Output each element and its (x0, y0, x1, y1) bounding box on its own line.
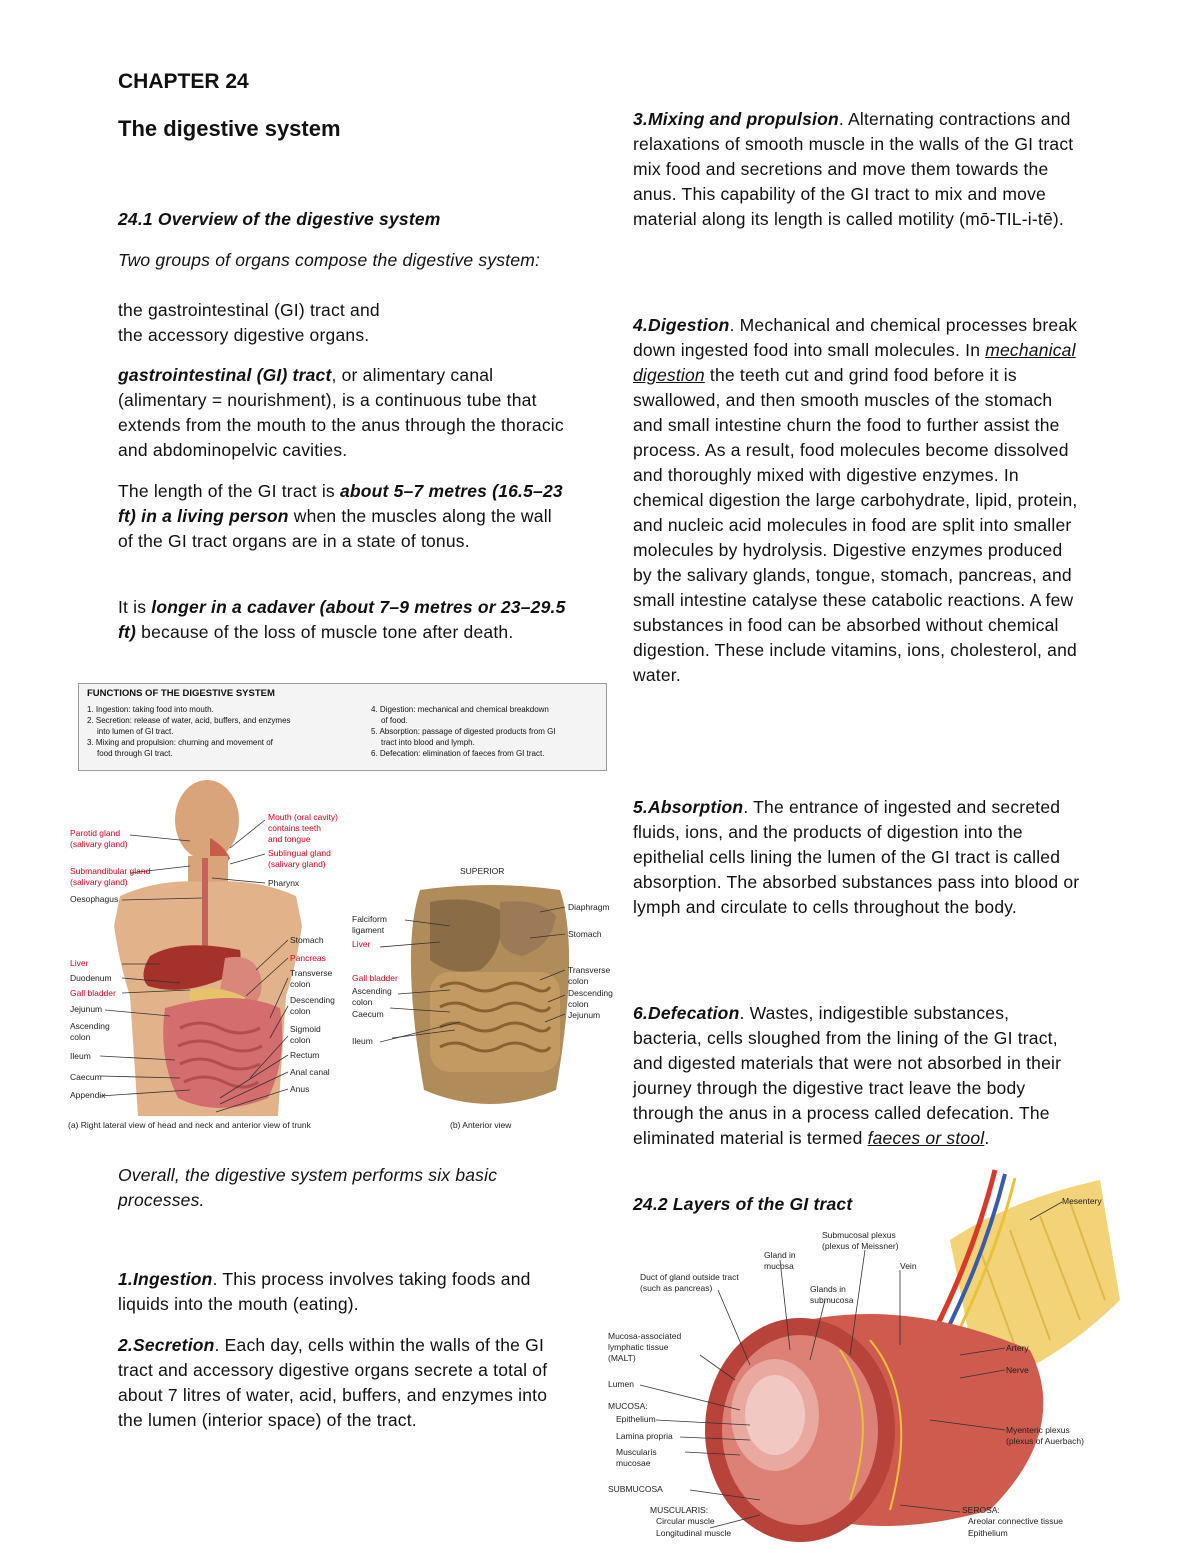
cadaver-text-b: longer in a cadaver (about 7–9 metres or 23–29.5 ft) (118, 597, 566, 642)
label-liver-b: Liver (352, 939, 371, 949)
defecation-text-b: . (984, 1128, 990, 1148)
label-areolar-connective-tissue: Areolar connective tissue (968, 1516, 1063, 1526)
figure-b-caption: (b) Anterior view (450, 1120, 512, 1130)
label-duodenum: Duodenum (70, 973, 112, 983)
defecation-text-a: . Wastes, indigestible substances, bacteria, cells sloughed from the lining of the GI tract, and digested materials that were not absorbed in their journey through the digestive tract leave the body through the anus in a process called defecation. The eliminated material is termed (633, 1003, 1062, 1148)
label-pancreas: Pancreas (290, 953, 326, 963)
digestion-text-a: . Mechanical and chemical processes break down ingested food into small molecules. In (633, 315, 1078, 360)
label-transverse-colon-b-sub: colon (568, 976, 589, 986)
label-stomach: Stomach (290, 935, 324, 945)
label-descending-colon: Descending (290, 995, 335, 1005)
label-diaphragm: Diaphragm (568, 902, 610, 912)
cadaver-text-c: because of the loss of muscle tone after death. (136, 622, 514, 642)
figure-b-anterior-view (350, 862, 630, 1140)
function-item: 6. Defecation: elimination of faeces from GI tract. (371, 749, 545, 758)
label-transverse-colon: Transverse (290, 968, 333, 978)
intro-text: Two groups of organs compose the digestive system: (118, 250, 541, 270)
label-anal-canal: Anal canal (290, 1067, 330, 1077)
label-ileum-b: Ileum (352, 1036, 373, 1046)
label-mouth: Mouth (oral cavity) (268, 812, 338, 822)
functions-box-title: FUNCTIONS OF THE DIGESTIVE SYSTEM (87, 688, 275, 699)
cadaver-text-a: It is (118, 597, 152, 617)
label-descending-colon-sub: colon (290, 1006, 311, 1016)
label-gland-in-mucosa-sub: mucosa (764, 1261, 794, 1271)
length-text-a: The length of the GI tract is (118, 481, 340, 501)
label-rectum: Rectum (290, 1050, 320, 1060)
ingestion-term: 1.Ingestion (118, 1269, 213, 1289)
gi-tract-term: gastrointestinal (GI) tract (118, 365, 332, 385)
label-descending-colon-b-sub: colon (568, 999, 589, 1009)
cadaver-paragraph (118, 595, 568, 645)
label-ascending-colon-b-sub: colon (352, 997, 373, 1007)
label-liver: Liver (70, 958, 89, 968)
label-glands-in-submucosa-sub: submucosa (810, 1295, 854, 1305)
mixing-text: . Alternating contractions and relaxations of smooth muscle in the walls of the GI tract mix food and secretions and move them towards the anus. This capability of the GI tract to mix and move material along its length is called motility (mō-TIL-i-tē). (633, 109, 1074, 229)
label-submucosal-plexus-sub: (plexus of Meissner) (822, 1241, 899, 1251)
label-mesentery: Mesentery (1062, 1196, 1102, 1206)
overall-text: Overall, the digestive system performs six basic processes. (118, 1165, 498, 1210)
digestion-text-b: the teeth cut and grind food before it is swallowed, and then smooth muscles of the stomach and small intestine churn the food to further assist the process. As a result, food molecules become dissolved and thoroughly mixed with digestive enzymes. In chemical digestion the large carbohydrate, lipid, protein, and nucleic acid molecules in food are split into smaller molecules by hydrolysis. Digestive enzymes produced by the salivary glands, tongue, stomach, pancreas, and small intestine catalyse these catabolic reactions. A few substances in food can be absorbed without chemical digestion. These include vitamins, ions, cholesterol, and water. (633, 365, 1078, 685)
digestion-term: 4.Digestion (633, 315, 730, 335)
label-malt-sub2: (MALT) (608, 1353, 636, 1363)
function-item: 1. Ingestion: taking food into mouth. (87, 705, 214, 714)
gi-layers-illustration (600, 1150, 1200, 1553)
label-jejunum-b: Jejunum (568, 1010, 601, 1020)
label-falciform-ligament: Falciform (352, 914, 387, 924)
label-mouth-sub1: contains teeth (268, 823, 321, 833)
label-ascending-colon: Ascending (70, 1021, 110, 1031)
label-nerve: Nerve (1006, 1365, 1029, 1375)
label-sigmoid-colon-sub: colon (290, 1035, 311, 1045)
process-ingestion (118, 1267, 558, 1317)
label-epithelium: Epithelium (616, 1414, 656, 1424)
label-falciform-ligament-sub: ligament (352, 925, 385, 935)
label-parotid-gland-sub: (salivary gland) (70, 839, 128, 849)
absorption-text: . The entrance of ingested and secreted fluids, ions, and the products of digestion into the epithelial cells lining the lumen of the GI tract is called absorption. The absorbed substances pass into blood or lymph and circulate to cells throughout the body. (633, 797, 1080, 917)
page-title: The digestive system (118, 116, 341, 141)
mixing-term: 3.Mixing and propulsion (633, 109, 839, 129)
label-duct-of-gland: Duct of gland outside tract (640, 1272, 739, 1282)
label-artery: Artery (1006, 1343, 1029, 1353)
label-longitudinal-muscle: Longitudinal muscle (656, 1528, 732, 1538)
function-item: food through GI tract. (97, 749, 173, 758)
label-descending-colon-b: Descending (568, 988, 613, 998)
label-stomach-b: Stomach (568, 929, 602, 939)
secretion-text: . Each day, cells within the walls of the GI tract and accessory digestive organs secrete a total of about 7 litres of water, acid, buffers, and enzymes into the lumen (interior space) of the tract. (118, 1335, 548, 1430)
label-mouth-sub2: and tongue (268, 834, 311, 844)
section2-heading: 24.2 Layers of the GI tract (633, 1194, 853, 1214)
functions-box (78, 683, 607, 771)
label-myenteric-plexus-sub: (plexus of Auerbach) (1006, 1436, 1084, 1446)
label-malt-sub1: lymphatic tissue (608, 1342, 669, 1352)
label-vein: Vein (900, 1261, 917, 1271)
label-sigmoid-colon: Sigmoid (290, 1024, 321, 1034)
label-lamina-propria: Lamina propria (616, 1431, 673, 1441)
label-muscularis-mucosae-sub: mucosae (616, 1458, 651, 1468)
label-submucosal-plexus: Submucosal plexus (822, 1230, 896, 1240)
function-item: into lumen of GI tract. (97, 727, 174, 736)
label-caecum-b: Caecum (352, 1009, 384, 1019)
label-glands-in-submucosa: Glands in (810, 1284, 846, 1294)
figure-gi-tract-layers (600, 1150, 1200, 1553)
label-lumen: Lumen (608, 1379, 634, 1389)
label-pharynx: Pharynx (268, 878, 300, 888)
label-ascending-colon-sub: colon (70, 1032, 91, 1042)
label-serosa-epithelium: Epithelium (968, 1528, 1008, 1538)
process-defecation (633, 1001, 1073, 1151)
label-sublingual-gland: Sublingual gland (268, 848, 331, 858)
function-item: 2. Secretion: release of water, acid, buffers, and enzymes (87, 716, 291, 725)
process-digestion (633, 313, 1083, 688)
label-serosa: SEROSA: (962, 1505, 1000, 1515)
label-gall-bladder: Gall bladder (70, 988, 116, 998)
label-appendix: Appendix (70, 1090, 106, 1100)
mechanical-digestion-term: mechanical digestion (633, 340, 1076, 385)
label-mucosa: MUCOSA: (608, 1401, 648, 1411)
ingestion-text: . This process involves taking foods and liquids into the mouth (eating). (118, 1269, 531, 1314)
label-transverse-colon-sub: colon (290, 979, 311, 989)
gi-tract-definition: , or alimentary canal (alimentary = nourishment), is a continuous tube that extends from the mouth to the anus through the thoracic and abdominopelvic cavities. (118, 365, 564, 460)
label-superior: SUPERIOR (460, 866, 505, 876)
label-gland-in-mucosa: Gland in (764, 1250, 796, 1260)
defecation-term: 6.Defecation (633, 1003, 740, 1023)
function-item: 4. Digestion: mechanical and chemical breakdown (371, 705, 549, 714)
label-malt: Mucosa-associated (608, 1331, 682, 1341)
figure-a-digestive-organs (60, 778, 380, 1138)
function-item: 5. Absorption: passage of digested products from GI (371, 727, 556, 736)
gi-tract-paragraph (118, 363, 568, 463)
label-ascending-colon-b: Ascending (352, 986, 392, 996)
label-ileum: Ileum (70, 1051, 91, 1061)
length-text-c: when the muscles along the wall of the GI tract organs are in a state of tonus. (118, 506, 552, 551)
label-muscularis-mucosae: Muscularis (616, 1447, 657, 1457)
function-item: of food. (381, 716, 408, 725)
absorption-term: 5.Absorption (633, 797, 744, 817)
label-anus: Anus (290, 1084, 310, 1094)
label-submandibular-gland-sub: (salivary gland) (70, 877, 128, 887)
figure-a-caption: (a) Right lateral view of head and neck and anterior view of trunk (68, 1120, 311, 1130)
label-transverse-colon-b: Transverse (568, 965, 611, 975)
label-circular-muscle: Circular muscle (656, 1516, 715, 1526)
label-submandibular-gland: Submandibular gland (70, 866, 151, 876)
length-paragraph (118, 479, 568, 554)
process-absorption (633, 795, 1088, 920)
label-oesophagus: Oesophagus (70, 894, 119, 904)
label-parotid-gland: Parotid gland (70, 828, 121, 838)
organ-group-1: the gastrointestinal (GI) tract and (118, 300, 380, 320)
label-submucosa: SUBMUCOSA (608, 1484, 663, 1494)
label-jejunum: Jejunum (70, 1004, 103, 1014)
label-caecum: Caecum (70, 1072, 102, 1082)
chapter-label: CHAPTER 24 (118, 70, 249, 93)
organ-group-2: the accessory digestive organs. (118, 325, 370, 345)
process-mixing (633, 107, 1083, 232)
process-secretion (118, 1333, 558, 1433)
length-text-b: about 5–7 metres (16.5–23 ft) in a living person (118, 481, 563, 526)
label-sublingual-gland-sub: (salivary gland) (268, 859, 326, 869)
faeces-term: faeces or stool (867, 1128, 985, 1148)
function-item: 3. Mixing and propulsion: churning and movement of (87, 738, 273, 747)
secretion-term: 2.Secretion (118, 1335, 215, 1355)
label-muscularis: MUSCULARIS: (650, 1505, 709, 1515)
function-item: tract into blood and lymph. (381, 738, 475, 747)
label-gall-bladder-b: Gall bladder (352, 973, 398, 983)
section1-heading: 24.1 Overview of the digestive system (118, 209, 441, 229)
label-myenteric-plexus: Myenteric plexus (1006, 1425, 1070, 1435)
label-duct-of-gland-sub: (such as pancreas) (640, 1283, 713, 1293)
